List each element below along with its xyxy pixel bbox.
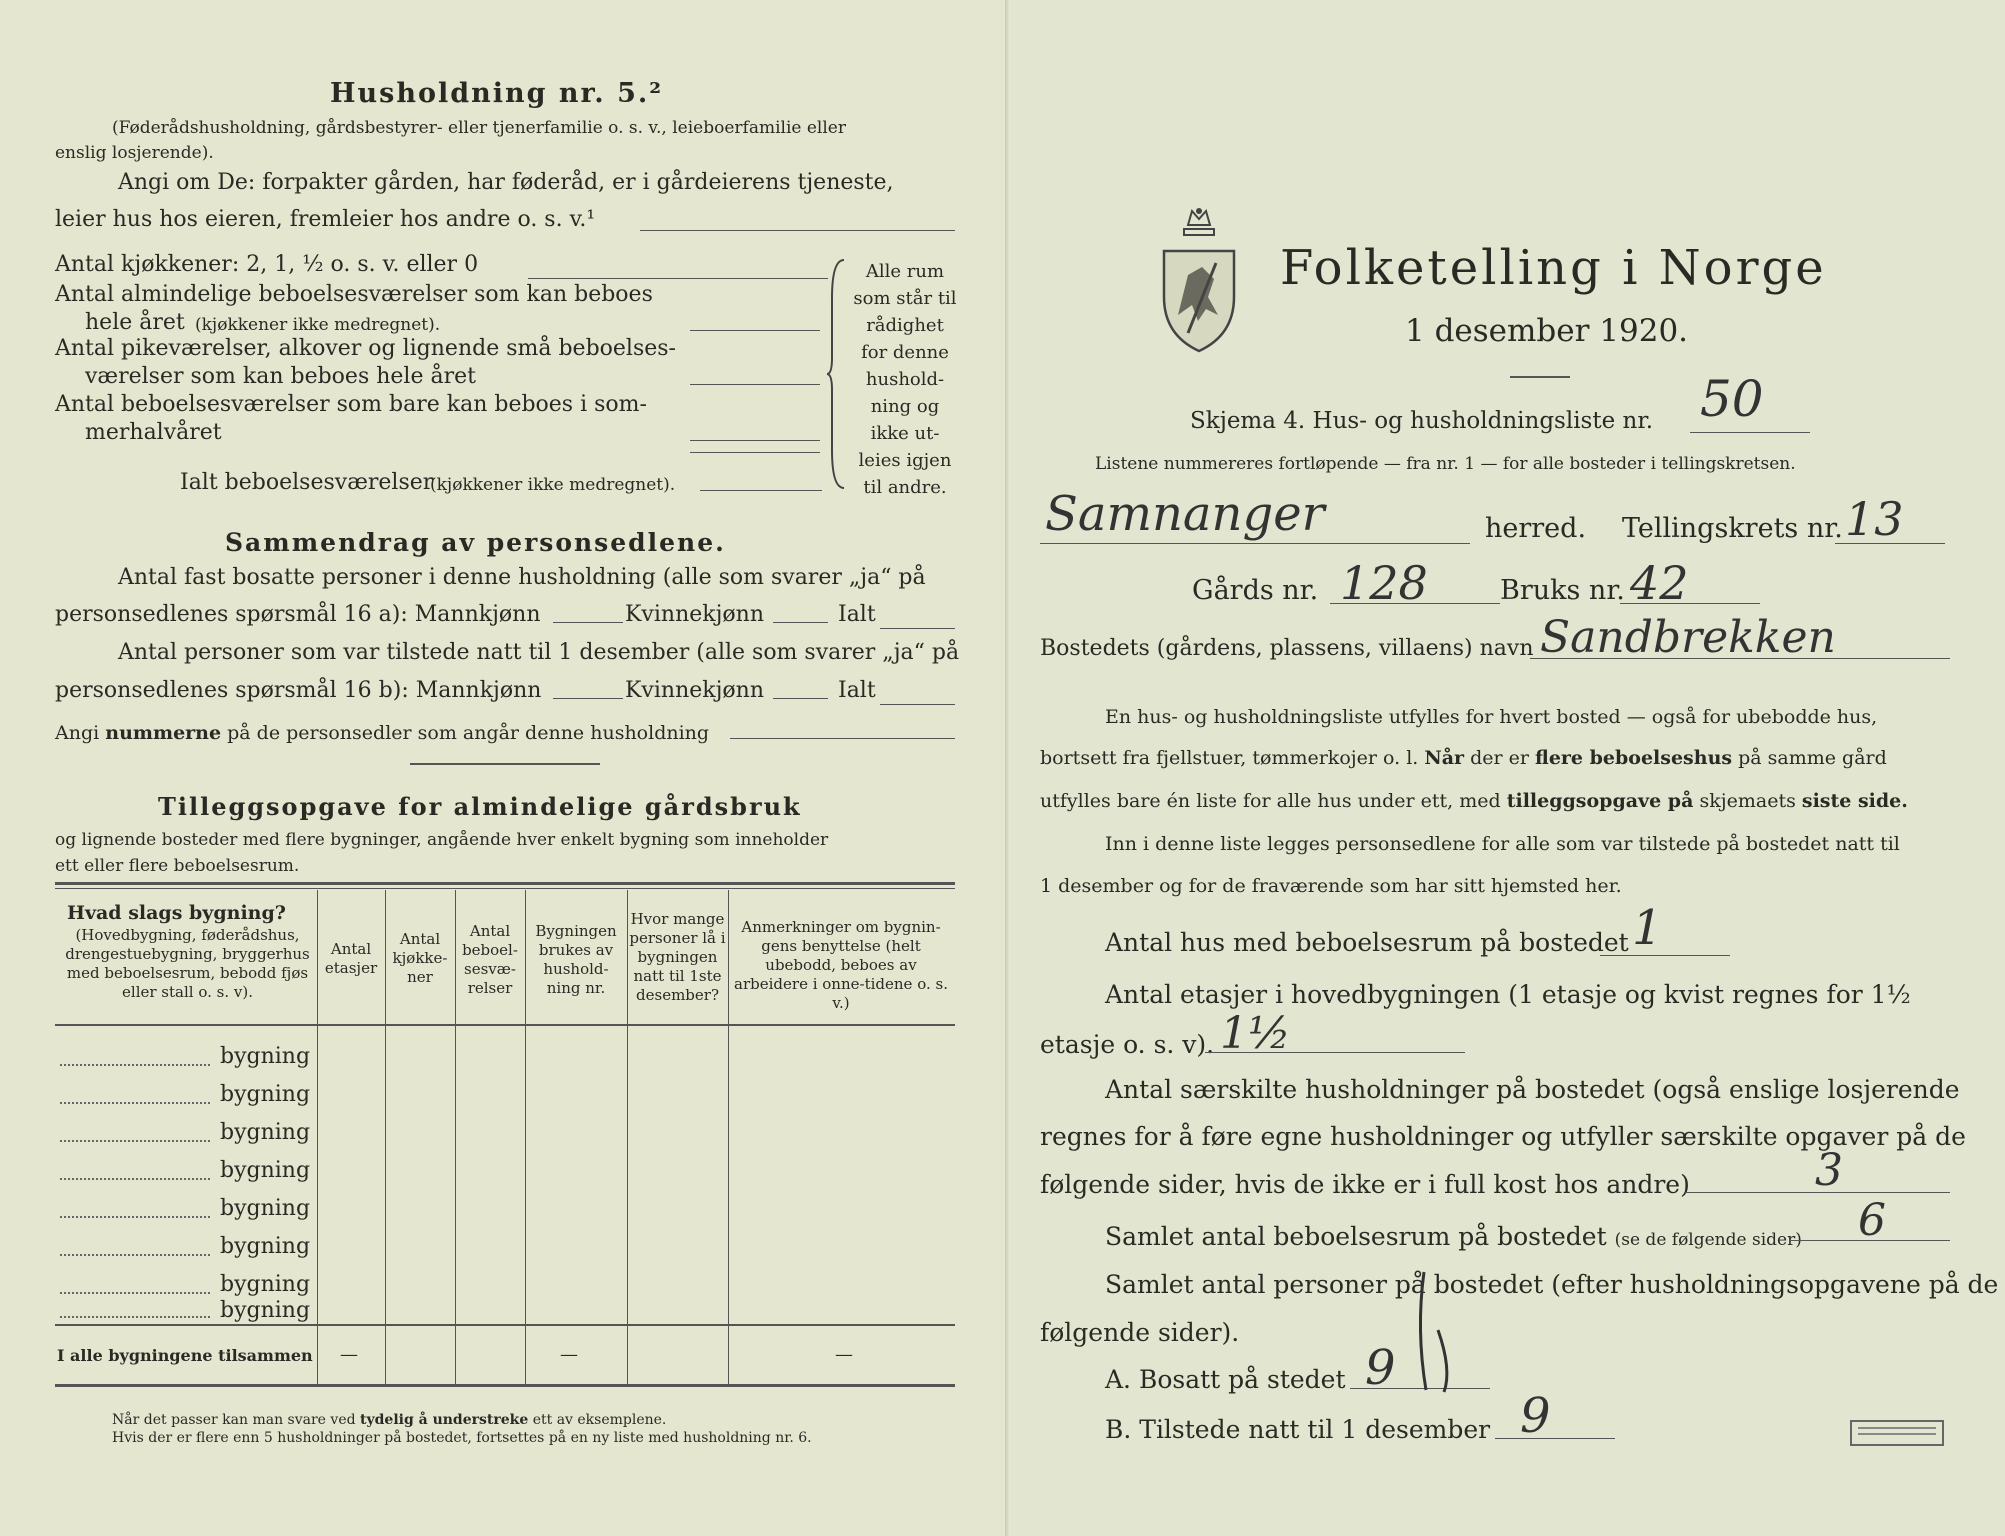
floors-label-2: etasje o. s. v).	[1040, 1030, 1215, 1059]
instruction-3a: utfylles bare én liste for alle hus under ett, med	[1040, 790, 1501, 812]
footnote-1b: tydelig å understreke	[360, 1412, 529, 1428]
supplement-text-1: og lignende bosteder med flere bygninger, angående hver enkelt bygning som inneholder	[55, 830, 829, 850]
brace-note-line: hushold-	[865, 369, 945, 390]
total-dash: —	[560, 1344, 578, 1365]
brace-note-line: ikke ut-	[870, 423, 940, 444]
resident-value: 9	[1365, 1340, 1396, 1396]
brace-note-line: som står til	[853, 288, 957, 309]
present-female-label: Kvinnekjønn	[625, 678, 764, 703]
footnote-1c: ett av eksemplene.	[532, 1412, 667, 1428]
rooms-line	[690, 330, 820, 331]
present-label: B. Tilstede natt til 1 desember	[1105, 1415, 1491, 1444]
th-building-type: Hvad slags bygning?	[67, 902, 286, 924]
houses-label: Antal hus med beboelsesrum på bostedet	[1105, 928, 1629, 957]
instruction-3b: tilleggsopgave på	[1506, 790, 1694, 812]
total-rooms-label: Ialt beboelsesværelser	[180, 470, 434, 495]
footnote-1	[112, 1412, 666, 1428]
table-row	[55, 1286, 955, 1324]
rooms-label-2: hele året	[85, 310, 185, 335]
herred-value: Samnanger	[1045, 486, 1325, 542]
instruction-2a: bortsett fra fjellstuer, tømmerkojer o. l.	[1040, 747, 1419, 769]
holding-number-label: Bruks nr.	[1500, 575, 1625, 606]
row-label: bygning	[220, 1196, 311, 1221]
households-label-3: følgende sider, hvis de ikke er i full kost hos andre)	[1040, 1170, 1690, 1199]
district-label: Tellingskrets nr.	[1622, 513, 1843, 544]
floors-value: 1½	[1220, 1008, 1291, 1059]
households-label-2: regnes for å føre egne husholdninger og utfyller særskilte opgaver på de	[1040, 1122, 1966, 1151]
houses-line	[1600, 955, 1730, 956]
herred-label: herred.	[1485, 513, 1587, 544]
th-used-by: Bygningen brukes av hushold-ning nr.	[535, 922, 617, 997]
resident-total-label: Ialt	[838, 602, 876, 627]
households-value: 3	[1815, 1145, 1843, 1196]
printer-stamp	[1850, 1420, 1944, 1446]
farm-number-line	[1330, 603, 1500, 604]
present-female-line	[773, 698, 828, 699]
th-building-type-sub: (Hovedbygning, føderådshus, drengestuebygning, bryggerhus med beboelsesrum, bebodd fjøs eller stall o. s. v).	[65, 926, 310, 1001]
th-rooms: Antal beboel-sesvæ-relser	[462, 922, 518, 997]
brace-icon	[826, 258, 848, 490]
rooms-label-1: Antal almindelige beboelsesværelser som kan beboes	[55, 282, 653, 307]
kitchens-line	[528, 278, 828, 279]
schema-number: 50	[1700, 370, 1764, 428]
resident-male-line	[553, 622, 623, 623]
row-label: bygning	[220, 1234, 311, 1259]
row-label: bygning	[220, 1298, 311, 1323]
instruction-2b: Når	[1424, 747, 1465, 769]
table-row	[55, 1194, 955, 1232]
brace-note-line: for denne	[861, 342, 949, 363]
brace-note-line: Alle rum	[865, 261, 945, 282]
total-rooms-label	[1105, 1222, 1802, 1251]
footnote-2: Hvis der er flere enn 5 husholdninger på bostedet, fortsettes på en ny liste med husholdning nr. 6.	[112, 1430, 812, 1446]
building-table	[55, 882, 955, 1390]
summary-title: Sammendrag av personsedlene.	[225, 528, 726, 557]
summer-rooms-line	[690, 440, 820, 441]
table-head-rule	[55, 1024, 955, 1026]
present-male-line	[553, 698, 623, 699]
houses-value: 1	[1632, 900, 1663, 956]
numbers-line	[55, 722, 709, 744]
table-row	[55, 1156, 955, 1194]
census-date: 1 desember 1920.	[1405, 313, 1689, 349]
instruction-5: 1 desember og for de fraværende som har sitt hjemsted her.	[1040, 875, 1622, 897]
resident-total-line	[880, 628, 955, 629]
present-total-label: Ialt	[838, 678, 876, 703]
supplement-title: Tilleggsopgave for almindelige gårdsbruk	[158, 792, 802, 821]
household-subtitle-2: enslig losjerende).	[55, 143, 214, 163]
supplement-text-2: ett eller flere beboelsesrum.	[55, 856, 300, 876]
floors-label-1: Antal etasjer i hovedbygningen (1 etasje og kvist regnes for 1½	[1105, 980, 1911, 1009]
summer-rooms-label-2: merhalvåret	[85, 420, 222, 445]
total-rooms-line	[1790, 1240, 1950, 1241]
instruction-2e: på samme gård	[1738, 747, 1887, 769]
place-name-value: Sandbrekken	[1540, 612, 1836, 663]
row-label: bygning	[220, 1082, 311, 1107]
holding-number-value: 42	[1630, 556, 1689, 610]
table-row	[55, 1042, 955, 1080]
brace-note-line: ning og	[870, 396, 940, 417]
resident-female-line	[773, 622, 828, 623]
table-total-rule	[55, 1324, 955, 1326]
resident-female-label: Kvinnekjønn	[625, 602, 764, 627]
summer-rooms-label-1: Antal beboelsesværelser som bare kan beboes i som-	[55, 392, 647, 417]
total-persons-label-1: Samlet antal personer på bostedet (efter husholdningsopgavene på de	[1105, 1270, 1999, 1299]
numbers-answer-line	[730, 738, 955, 739]
footnote-1a: Når det passer kan man svare ved	[112, 1412, 356, 1428]
brace-note-line: til andre.	[863, 477, 947, 498]
household-subtitle: (Føderådshusholdning, gårdsbestyrer- eller tjenerfamilie o. s. v., leieboerfamilie eller	[112, 118, 846, 138]
handwritten-stroke	[1410, 1270, 1460, 1400]
right-page	[1010, 0, 2005, 1536]
total-dash: —	[835, 1344, 853, 1365]
brace-note-line: leies igjen	[858, 450, 952, 471]
schema-label: Skjema 4. Hus- og husholdningsliste nr.	[1190, 408, 1654, 434]
coat-of-arms-icon	[1158, 205, 1240, 355]
table-top-rule-2	[55, 888, 955, 889]
th-floors: Antal etasjer	[324, 940, 378, 977]
total-rooms-text: Samlet antal beboelsesrum på bostedet	[1105, 1222, 1607, 1251]
th-kitchens: Antal kjøkke-ner	[392, 930, 448, 986]
maid-rooms-line	[690, 384, 820, 385]
table-row	[55, 1080, 955, 1118]
total-rooms-note: (se de følgende sider)	[1614, 1230, 1802, 1250]
total-rooms-note: (kjøkkener ikke medregnet).	[430, 475, 676, 495]
district-line	[1835, 543, 1945, 544]
summer-rooms-line-2	[690, 452, 820, 453]
numbers-line-b: nummerne	[105, 722, 222, 744]
instruction-2d: flere beboelseshus	[1535, 747, 1733, 769]
household-title: Husholdning nr. 5.²	[330, 78, 664, 109]
resident-line-2: personsedlenes spørsmål 16 a): Mannkjønn	[55, 602, 541, 627]
total-row-label: I alle bygningene tilsammen	[57, 1346, 313, 1365]
floors-line	[1205, 1052, 1465, 1053]
rooms-note: (kjøkkener ikke medregnet).	[195, 315, 441, 335]
holding-number-line	[1620, 603, 1760, 604]
table-row	[55, 1118, 955, 1156]
brace-note-line: rådighet	[866, 315, 944, 336]
census-title: Folketelling i Norge	[1280, 240, 1827, 296]
present-total-line	[880, 704, 955, 705]
maid-rooms-label-2: værelser som kan beboes hele året	[85, 364, 476, 389]
households-label-1: Antal særskilte husholdninger på bostedet (også enslige losjerende	[1105, 1075, 1960, 1104]
th-remarks: Anmerkninger om bygnin-gens benyttelse (helt ubebodd, beboes av arbeidere i onne-tidene o. s. v.)	[734, 918, 948, 1012]
instruction-4: Inn i denne liste legges personsedlene for alle som var tilstede på bostedet natt til	[1105, 833, 1900, 855]
total-dash: —	[340, 1344, 358, 1365]
row-label: bygning	[220, 1272, 311, 1297]
angi-answer-line	[640, 230, 955, 231]
total-rooms-line	[700, 490, 822, 491]
instruction-3c: skjemaets	[1699, 790, 1796, 812]
instruction-2c: der er	[1470, 747, 1529, 769]
title-divider	[1510, 376, 1570, 378]
numbers-line-a: Angi	[55, 722, 100, 744]
total-persons-label-2: følgende sider).	[1040, 1318, 1240, 1347]
th-persons: Hvor mange personer lå i bygningen natt til 1ste desember?	[629, 910, 726, 1004]
present-value: 9	[1520, 1388, 1551, 1444]
resident-line-1: Antal fast bosatte personer i denne husholdning (alle som svarer „ja“ på	[118, 565, 926, 590]
row-label: bygning	[220, 1158, 311, 1183]
instruction-3d: siste side.	[1801, 790, 1908, 812]
instruction-2	[1040, 747, 1887, 769]
section-divider	[410, 763, 600, 765]
maid-rooms-label-1: Antal pikeværelser, alkover og lignende små beboelses-	[55, 336, 676, 361]
row-label: bygning	[220, 1120, 311, 1145]
present-line	[1495, 1438, 1615, 1439]
row-label: bygning	[220, 1044, 311, 1069]
place-name-line	[1530, 658, 1950, 659]
instruction-1: En hus- og husholdningsliste utfylles for hvert bosted — også for ubebodde hus,	[1105, 706, 1878, 728]
table-top-rule	[55, 882, 955, 885]
district-value: 13	[1845, 492, 1904, 546]
kitchens-label: Antal kjøkkener: 2, 1, ½ o. s. v. eller 0	[55, 252, 479, 277]
households-line	[1685, 1192, 1950, 1193]
total-rooms-value: 6	[1858, 1195, 1886, 1246]
farm-number-label: Gårds nr.	[1192, 575, 1319, 606]
table-bottom-rule	[55, 1384, 955, 1387]
angi-line-1: Angi om De: forpakter gården, har føderåd, er i gårdeierens tjeneste,	[118, 170, 894, 195]
numbers-line-c: på de personsedler som angår denne husholdning	[227, 722, 710, 744]
present-line-1: Antal personer som var tilstede natt til 1 desember (alle som svarer „ja“ på	[118, 640, 960, 665]
table-row	[55, 1232, 955, 1270]
resident-label: A. Bosatt på stedet	[1105, 1365, 1346, 1394]
place-name-label: Bostedets (gårdens, plassens, villaens) navn	[1040, 636, 1534, 661]
schema-number-line	[1690, 432, 1810, 433]
herred-line	[1040, 543, 1470, 544]
present-line-2: personsedlenes spørsmål 16 b): Mannkjønn	[55, 678, 542, 703]
farm-number-value: 128	[1340, 556, 1428, 610]
angi-line-2: leier hus hos eieren, fremleier hos andre o. s. v.¹	[55, 207, 596, 232]
numbering-note: Listene nummereres fortløpende — fra nr. 1 — for alle bosteder i tellingskretsen.	[1095, 454, 1796, 474]
instruction-3	[1040, 790, 1908, 812]
brace-note	[850, 258, 960, 501]
